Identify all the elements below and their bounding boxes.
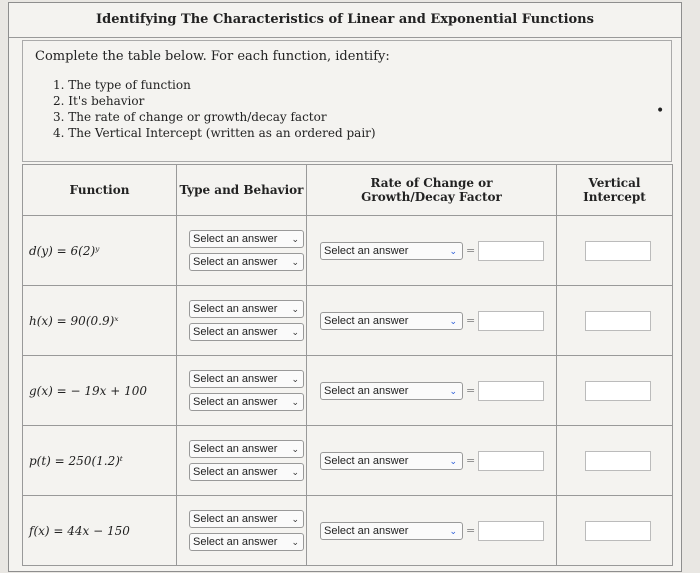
chevron-down-icon: ⌄ bbox=[291, 397, 299, 407]
rate-select[interactable] bbox=[320, 312, 463, 330]
behavior-select[interactable] bbox=[189, 393, 304, 411]
type-select-label: Select an answer bbox=[193, 303, 278, 315]
characteristics-table bbox=[22, 164, 673, 566]
chevron-down-icon: ⌄ bbox=[291, 257, 299, 267]
equals-sign: = bbox=[466, 454, 476, 467]
intercept-answer-input[interactable] bbox=[585, 311, 651, 331]
behavior-select[interactable] bbox=[189, 323, 304, 341]
rate-answer-input[interactable] bbox=[478, 381, 544, 401]
intercept-answer-input[interactable] bbox=[585, 521, 651, 541]
intercept-cell bbox=[557, 496, 673, 566]
rate-select-label: Select an answer bbox=[324, 384, 409, 397]
behavior-select[interactable] bbox=[189, 463, 304, 481]
instruction-item: 3. The rate of change or growth/decay factor bbox=[53, 110, 327, 124]
chevron-down-icon: ⌄ bbox=[449, 245, 457, 256]
table-header-row bbox=[23, 165, 673, 216]
rate-answer-input[interactable] bbox=[478, 311, 544, 331]
type-select[interactable] bbox=[189, 230, 304, 248]
chevron-down-icon: ⌄ bbox=[449, 385, 457, 396]
type-behavior-cell bbox=[177, 496, 307, 566]
header-function: Function bbox=[23, 165, 177, 216]
table-row bbox=[23, 216, 673, 286]
rate-cell bbox=[307, 496, 557, 566]
instructions-intro: Complete the table below. For each function, identify: bbox=[35, 49, 390, 64]
behavior-select[interactable] bbox=[189, 533, 304, 551]
chevron-down-icon: ⌄ bbox=[449, 315, 457, 326]
rate-select[interactable] bbox=[320, 242, 463, 260]
instructions-list bbox=[53, 77, 376, 141]
function-cell: f(x) = 44x − 150 bbox=[23, 496, 177, 566]
equals-sign: = bbox=[466, 314, 476, 327]
intercept-cell bbox=[557, 356, 673, 426]
type-behavior-cell bbox=[177, 286, 307, 356]
intercept-answer-input[interactable] bbox=[585, 241, 651, 261]
chevron-down-icon: ⌄ bbox=[291, 514, 299, 524]
rate-cell bbox=[307, 356, 557, 426]
header-rate bbox=[307, 165, 557, 216]
instruction-item: 2. It's behavior bbox=[53, 94, 145, 108]
instruction-item: 1. The type of function bbox=[53, 78, 191, 92]
intercept-cell bbox=[557, 216, 673, 286]
equals-sign: = bbox=[466, 384, 476, 397]
behavior-select-label: Select an answer bbox=[193, 466, 278, 478]
chevron-down-icon: ⌄ bbox=[291, 444, 299, 454]
chevron-down-icon: ⌄ bbox=[449, 525, 457, 536]
table-row bbox=[23, 286, 673, 356]
chevron-down-icon: ⌄ bbox=[291, 467, 299, 477]
type-select-label: Select an answer bbox=[193, 443, 278, 455]
rate-select-label: Select an answer bbox=[324, 454, 409, 467]
behavior-select-label: Select an answer bbox=[193, 396, 278, 408]
page-title: Identifying The Characteristics of Linear and Exponential Functions bbox=[9, 3, 681, 38]
intercept-cell bbox=[557, 426, 673, 496]
chevron-down-icon: ⌄ bbox=[291, 327, 299, 337]
type-select-label: Select an answer bbox=[193, 513, 278, 525]
instruction-item: 4. The Vertical Intercept (written as an ordered pair) bbox=[53, 126, 376, 140]
equals-sign: = bbox=[466, 524, 476, 537]
function-cell: h(x) = 90(0.9)ˣ bbox=[23, 286, 177, 356]
type-select-label: Select an answer bbox=[193, 233, 278, 245]
stray-mark: • bbox=[656, 103, 665, 119]
intercept-cell bbox=[557, 286, 673, 356]
rate-select[interactable] bbox=[320, 452, 463, 470]
instructions-box bbox=[22, 40, 672, 162]
header-rate-line2: Growth/Decay Factor bbox=[361, 190, 502, 204]
type-select-label: Select an answer bbox=[193, 373, 278, 385]
chevron-down-icon: ⌄ bbox=[291, 374, 299, 384]
header-type-behavior: Type and Behavior bbox=[177, 165, 307, 216]
rate-select-label: Select an answer bbox=[324, 524, 409, 537]
rate-select-label: Select an answer bbox=[324, 244, 409, 257]
function-cell: d(y) = 6(2)ʸ bbox=[23, 216, 177, 286]
header-rate-line1: Rate of Change or bbox=[370, 176, 493, 190]
chevron-down-icon: ⌄ bbox=[291, 234, 299, 244]
equals-sign: = bbox=[466, 244, 476, 257]
type-select[interactable] bbox=[189, 300, 304, 318]
table-row bbox=[23, 426, 673, 496]
table-row bbox=[23, 356, 673, 426]
rate-cell bbox=[307, 216, 557, 286]
chevron-down-icon: ⌄ bbox=[449, 455, 457, 466]
behavior-select[interactable] bbox=[189, 253, 304, 271]
rate-answer-input[interactable] bbox=[478, 241, 544, 261]
rate-cell bbox=[307, 286, 557, 356]
rate-cell bbox=[307, 426, 557, 496]
type-behavior-cell bbox=[177, 426, 307, 496]
type-behavior-cell bbox=[177, 216, 307, 286]
intercept-answer-input[interactable] bbox=[585, 451, 651, 471]
chevron-down-icon: ⌄ bbox=[291, 537, 299, 547]
rate-select-label: Select an answer bbox=[324, 314, 409, 327]
table-row bbox=[23, 496, 673, 566]
function-cell: g(x) = − 19x + 100 bbox=[23, 356, 177, 426]
behavior-select-label: Select an answer bbox=[193, 256, 278, 268]
rate-select[interactable] bbox=[320, 522, 463, 540]
header-vertical-intercept: Vertical Intercept bbox=[557, 165, 673, 216]
function-cell: p(t) = 250(1.2)ᵗ bbox=[23, 426, 177, 496]
type-select[interactable] bbox=[189, 510, 304, 528]
type-select[interactable] bbox=[189, 440, 304, 458]
rate-select[interactable] bbox=[320, 382, 463, 400]
behavior-select-label: Select an answer bbox=[193, 326, 278, 338]
rate-answer-input[interactable] bbox=[478, 451, 544, 471]
type-select[interactable] bbox=[189, 370, 304, 388]
behavior-select-label: Select an answer bbox=[193, 536, 278, 548]
type-behavior-cell bbox=[177, 356, 307, 426]
chevron-down-icon: ⌄ bbox=[291, 304, 299, 314]
intercept-answer-input[interactable] bbox=[585, 381, 651, 401]
rate-answer-input[interactable] bbox=[478, 521, 544, 541]
